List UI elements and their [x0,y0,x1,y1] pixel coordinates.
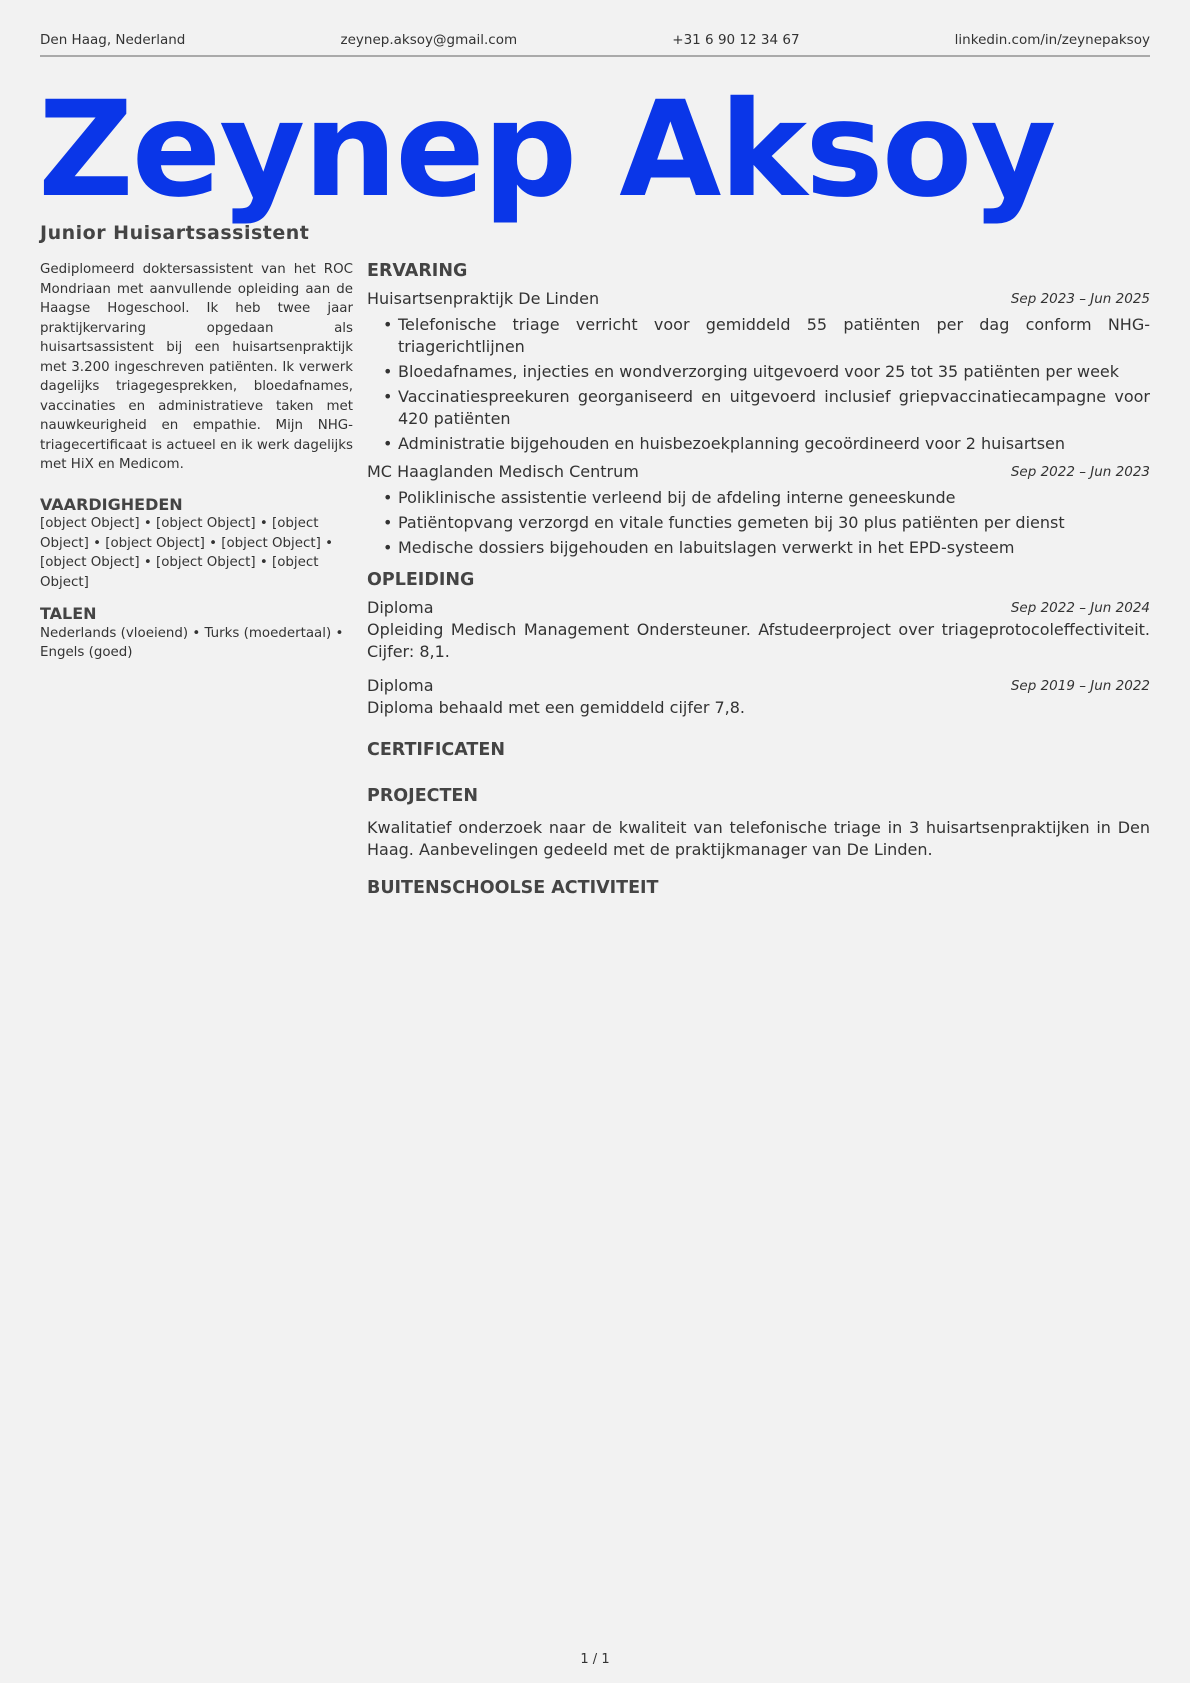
right-column [367,260,1150,905]
email[interactable]: zeynep.aksoy@gmail.com [340,32,518,48]
employer: MC Haaglanden Medisch Centrum [367,462,639,481]
summary: Gediplomeerd doktersassistent van het ROC Mondriaan met aanvullende opleiding aan de Haagse Hogeschool. Ik heb twee jaar praktijkervaring opgedaan als huisartsassistent bij een huisartsenpraktijk met 3.200 ingeschreven patiënten. Ik verwerk dagelijks triagegesprekken, bloedafnames, vaccinaties en administratieve taken met nauwkeurigheid en empathie. Mijn NHG-triagecertificaat is actueel en ik werk dagelijks met HiX en Medicom. [40,262,353,472]
skills-heading: VAARDIGHEDEN [40,494,183,514]
education-entry [367,597,1150,663]
bullet: • Telefonische triage verricht voor gemiddeld 55 patiënten per dag conform NHG-triagerichtlijnen [383,314,1150,358]
degree: Diploma [367,676,434,695]
location: Den Haag, Nederland [40,32,186,48]
date-range: Sep 2022 – Jun 2024 [1010,600,1150,616]
bullet: • Medische dossiers bijgehouden en labuitslagen verwerkt in het EPD-systeem [383,537,1150,559]
skills-list: [object Object] • [object Object] • [object Object] • [object Object] • [object Object] • [object Object] • [object Object] • [object Object] [40,516,333,590]
date-range: Sep 2023 – Jun 2025 [1010,291,1150,307]
bullet: • Administratie bijgehouden en huisbezoekplanning gecoördineerd voor 2 huisartsen [383,433,1150,455]
employer: Huisartsenpraktijk De Linden [367,289,600,308]
education-description: Diploma behaald met een gemiddeld cijfer 7,8. [367,698,746,717]
experience-heading: ERVARING [367,261,468,281]
linkedin-link[interactable]: linkedin.com/in/zeynepaksoy [954,32,1150,48]
languages-list: Nederlands (vloeiend) • Turks (moedertaal) • Engels (goed) [40,625,344,660]
education-heading: OPLEIDING [367,570,475,590]
candidate-name: Zeynep Aksoy [38,73,1055,227]
job-title: Junior Huisartsassistent [40,222,310,244]
bullet: • Bloedafnames, injecties en wondverzorging uitgevoerd voor 25 tot 35 patiënten per week [383,361,1150,383]
page-number: 1 / 1 [580,1652,610,1667]
extracurricular-heading: BUITENSCHOOLSE ACTIVITEIT [367,878,659,898]
projects-heading: PROJECTEN [367,786,479,806]
date-range: Sep 2019 – Jun 2022 [1010,678,1150,694]
date-range: Sep 2022 – Jun 2023 [1010,464,1150,480]
certificates-heading: CERTIFICATEN [367,740,505,760]
left-column [40,260,353,663]
degree: Diploma [367,598,434,617]
bullet: • Patiëntopvang verzorgd en vitale functies gemeten bij 30 plus patiënten per dienst [383,512,1150,534]
phone[interactable]: +31 6 90 12 34 67 [672,32,800,48]
contact-bar [40,32,1150,57]
experience-entry [367,461,1150,559]
bullet: • Vaccinatiespreekuren georganiseerd en uitgevoerd inclusief griepvaccinatiecampagne voor 420 patiënten [383,386,1150,430]
bullet: • Poliklinische assistentie verleend bij de afdeling interne geneeskunde [383,487,1150,509]
experience-entry [367,288,1150,455]
education-description: Opleiding Medisch Management Ondersteuner. Afstudeerproject over triageprotocoleffectiviteit. Cijfer: 8,1. [367,620,1150,661]
languages-heading: TALEN [40,604,97,623]
project-description: Kwalitatief onderzoek naar de kwaliteit van telefonische triage in 3 huisartsenpraktijken in Den Haag. Aanbevelingen gedeeld met de praktijkmanager van De Linden. [367,818,1150,859]
education-entry [367,675,1150,719]
